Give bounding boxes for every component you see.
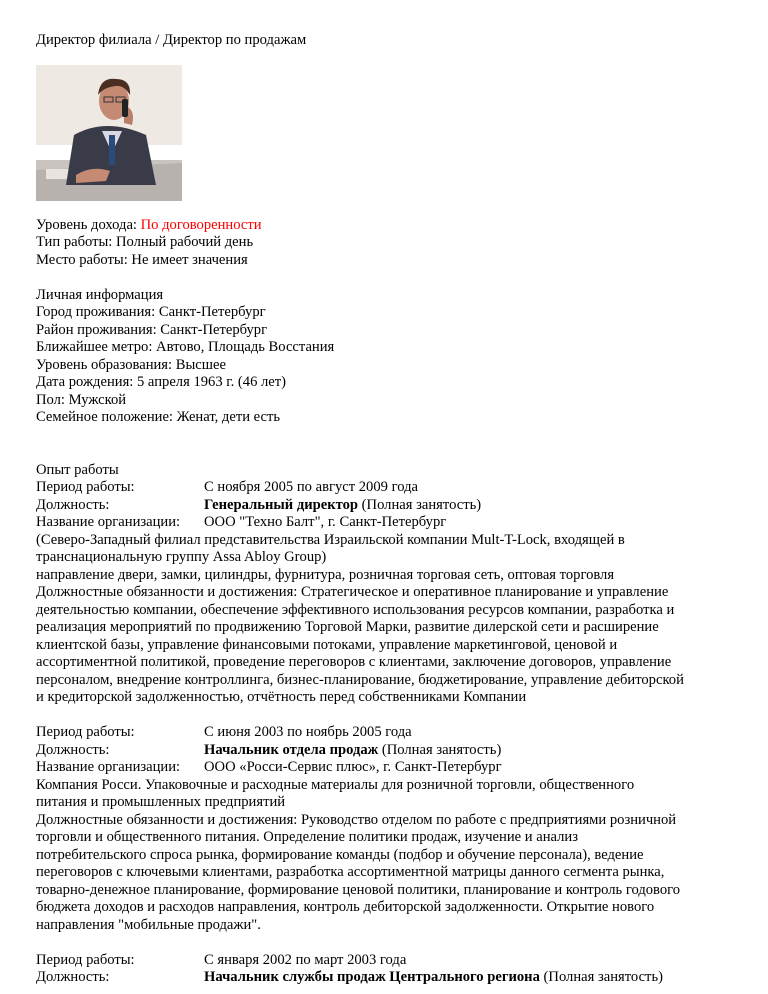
job-position-row [36, 969, 732, 987]
job-period-row [36, 724, 732, 742]
personal-line: Уровень образования: Высшее [36, 356, 226, 373]
personal-line: Город проживания: Санкт-Петербург [36, 304, 266, 320]
portrait-photo [36, 65, 182, 201]
job-position: Генеральный директор [204, 496, 359, 513]
job-org: ООО "Техно Балт", г. Санкт-Петербург [204, 514, 447, 530]
job-employment: (Полная занятость) [378, 741, 502, 758]
job-description-line: и кредиторской задолженностью, отчётность перед собственниками Компании [36, 689, 527, 705]
job-description-line: торговли и общественного питания. Определение политики продаж, изучение и анализ [36, 829, 578, 845]
period-label: Период работы: [36, 479, 135, 495]
personal-heading: Личная информация [36, 286, 164, 303]
job-description-line: направления "мобильные продажи". [36, 916, 261, 933]
personal-info-section [36, 287, 732, 427]
experience-section [36, 462, 732, 987]
job-description-line: товарно-денежное планирование, формирование ценовой политики, планирование и контроль годового [36, 881, 681, 898]
personal-line: Дата рождения: 5 апреля 1963 г. (46 лет) [36, 374, 287, 390]
job-description-line: Должностные обязанности и достижения: Стратегическое и оперативное планирование и управление [36, 584, 669, 600]
work-place: Место работы: Не имеет значения [36, 251, 248, 268]
job-entry [36, 479, 732, 707]
work-type: Тип работы: Полный рабочий день [36, 234, 254, 250]
job-description-line: питания и промышленных предприятий [36, 794, 286, 810]
job-position-row [36, 497, 732, 515]
job-description-line: Должностные обязанности и достижения: Руководство отделом по работе с предприятиями розничной [36, 811, 677, 828]
job-description-line: транснациональную группу Assa Abloy Group) [36, 549, 327, 565]
job-description-line: реализация мероприятий по продвижению Торговой Марки, развитие дилерской сети и расширение [36, 619, 659, 635]
period-label: Период работы: [36, 724, 135, 740]
job-period: С ноября 2005 по август 2009 года [204, 479, 418, 495]
job-description-line: переговоров с ключевыми клиентами, разработка ассортиментной матрицы данного сегмента рынка, [36, 864, 665, 880]
income-line [36, 217, 732, 235]
job-position: Начальник отдела продаж [204, 741, 379, 758]
position-label: Должность: [36, 969, 110, 985]
job-period-row [36, 479, 732, 497]
personal-line: Семейное положение: Женат, дети есть [36, 409, 281, 425]
job-description-line: направление двери, замки, цилиндры, фурнитура, розничная торговая сеть, оптовая торговля [36, 566, 615, 583]
job-period: С июня 2003 по ноябрь 2005 года [204, 724, 412, 740]
job-period-row [36, 952, 732, 970]
job-description-line: деятельностью компании, обеспечение эффективного использования ресурсов компании, разработка и [36, 601, 675, 618]
job-employment: (Полная занятость) [539, 969, 663, 985]
page-title: Директор филиала / Директор по продажам [36, 32, 307, 48]
job-org-row [36, 759, 732, 777]
income-value: По договоренности [140, 216, 262, 233]
personal-line: Ближайшее метро: Автово, Площадь Восстания [36, 339, 335, 355]
job-description-line: (Северо-Западный филиал представительства Израильской компании Mult-T-Lock, входящей в [36, 531, 625, 548]
job-org-row [36, 514, 732, 532]
job-description-line: клиентской базы, управление финансовыми потоками, управление маркетинговой, ценовой и [36, 636, 618, 653]
job-description-line: ассортиментной политикой, проведение переговоров с клиентами, заключение договоров, управление [36, 654, 672, 670]
personal-line: Район проживания: Санкт-Петербург [36, 321, 268, 338]
position-label: Должность: [36, 496, 110, 513]
job-position: Начальник службы продаж Центрального региона [204, 969, 540, 985]
job-position-row [36, 742, 732, 760]
job-org: ООО «Росси-Сервис плюс», г. Санкт-Петербург [204, 759, 502, 775]
job-description-line: бюджета доходов и расходов направления, контроль дебиторской задолженности. Открытие нового [36, 899, 655, 915]
job-employment: (Полная занятость) [358, 496, 482, 513]
job-description-line: персоналом, внедрение контроллинга, бизнес-планирование, бюджетирование, управление дебиторской [36, 671, 684, 688]
job-entry [36, 724, 732, 934]
summary-block [36, 217, 732, 270]
income-label: Уровень дохода: [36, 216, 141, 233]
job-entry [36, 952, 732, 987]
org-label: Название организации: [36, 759, 181, 775]
job-description-line: Компания Росси. Упаковочные и расходные материалы для розничной торговли, общественного [36, 776, 635, 793]
position-label: Должность: [36, 741, 110, 758]
job-period: С января 2002 по март 2003 года [204, 951, 407, 968]
experience-heading: Опыт работы [36, 461, 119, 478]
period-label: Период работы: [36, 951, 135, 968]
job-description-line: потребительского спроса рынка, формирование команды (подбор и обучение персонала), ведение [36, 846, 644, 863]
org-label: Название организации: [36, 514, 181, 530]
personal-line: Пол: Мужской [36, 391, 127, 408]
